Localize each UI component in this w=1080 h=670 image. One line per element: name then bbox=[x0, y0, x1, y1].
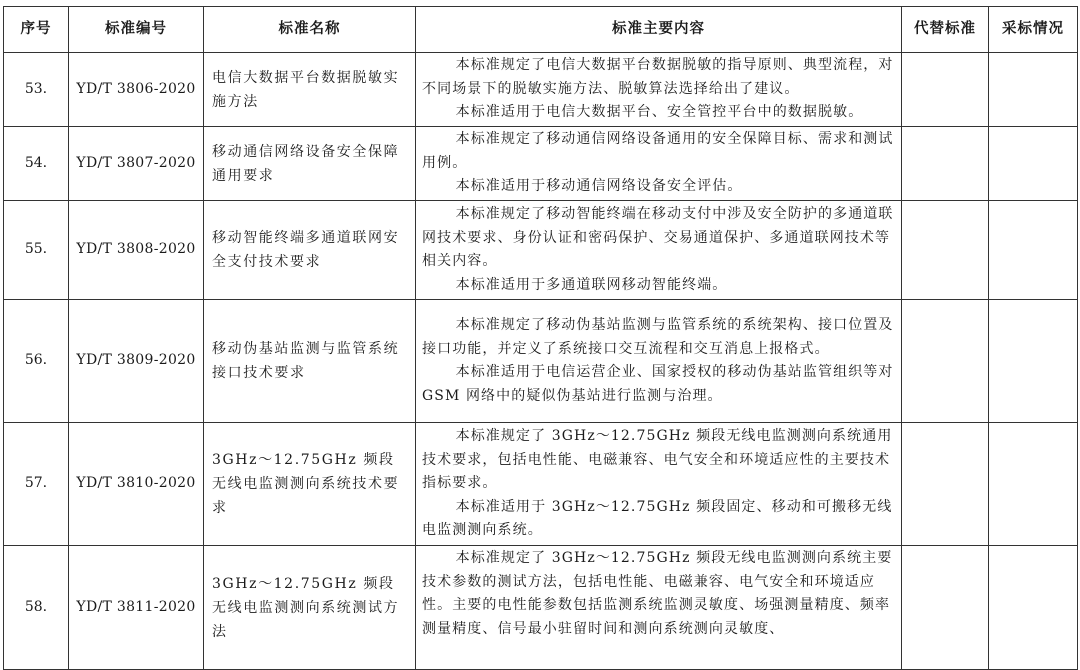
row-replaced-standard bbox=[902, 423, 989, 546]
row-adoption-status bbox=[989, 546, 1078, 670]
row-serial-number: 53. bbox=[4, 53, 69, 127]
row-standard-name: 移动伪基站监测与监管系统接口技术要求 bbox=[204, 300, 416, 423]
standards-table bbox=[3, 6, 1078, 670]
table-row bbox=[4, 300, 1078, 423]
row-standard-code: YD/T 3807-2020 bbox=[69, 127, 204, 201]
row-serial-number: 58. bbox=[4, 546, 69, 670]
row-serial-number: 55. bbox=[4, 201, 69, 300]
row-replaced-standard bbox=[902, 53, 989, 127]
row-replaced-standard bbox=[902, 300, 989, 423]
content-paragraph: 本标准规定了 3GHz～12.75GHz 频段无线电监测测向系统主要技术参数的测试方法，包括电性能、电磁兼容、电气安全和环境适应性。主要的电性能参数包括监测系统监测灵敏度、场强测量精度、频率测量精度、信号最小驻留时间和测向系统测向灵敏度、 bbox=[422, 550, 893, 637]
row-standard-name: 3GHz～12.75GHz 频段无线电监测测向系统技术要求 bbox=[204, 423, 416, 546]
content-paragraph: 本标准适用于电信大数据平台、安全管控平台中的数据脱敏。 bbox=[455, 104, 864, 121]
row-replaced-standard bbox=[902, 127, 989, 201]
table-row bbox=[4, 423, 1078, 546]
content-paragraph: 本标准规定了 3GHz～12.75GHz 频段无线电监测测向系统通用技术要求，包括电性能、电磁兼容、电气安全和环境适应性的主要技术指标要求。 bbox=[422, 428, 893, 492]
row-replaced-standard bbox=[902, 201, 989, 300]
header-serial-number: 序号 bbox=[4, 7, 69, 53]
row-adoption-status bbox=[989, 53, 1078, 127]
row-standard-code: YD/T 3811-2020 bbox=[69, 546, 204, 670]
row-adoption-status bbox=[989, 300, 1078, 423]
row-adoption-status bbox=[989, 201, 1078, 300]
row-serial-number: 56. bbox=[4, 300, 69, 423]
content-paragraph: 本标准规定了移动智能终端在移动支付中涉及安全防护的多通道联网技术要求、身份认证和密码保护、交易通道保护、多通道联网技术等相关内容。 bbox=[422, 206, 894, 269]
header-replaced-standard: 代替标准 bbox=[902, 7, 989, 53]
row-standard-name: 3GHz～12.75GHz 频段无线电监测测向系统测试方法 bbox=[204, 546, 416, 670]
content-paragraph: 本标准规定了电信大数据平台数据脱敏的指导原则、典型流程，对不同场景下的脱敏实施方法、脱敏算法选择给出了建议。 bbox=[422, 57, 894, 97]
row-main-content bbox=[416, 300, 902, 423]
table-row bbox=[4, 53, 1078, 127]
row-adoption-status bbox=[989, 127, 1078, 201]
row-serial-number: 57. bbox=[4, 423, 69, 546]
content-paragraph: 本标准适用于 3GHz～12.75GHz 频段固定、移动和可搬移无线电监测测向系统。 bbox=[422, 498, 893, 539]
row-adoption-status bbox=[989, 423, 1078, 546]
row-standard-code: YD/T 3806-2020 bbox=[69, 53, 204, 127]
row-standard-name: 移动智能终端多通道联网安全支付技术要求 bbox=[204, 201, 416, 300]
row-main-content bbox=[416, 201, 902, 300]
row-main-content bbox=[416, 127, 902, 201]
row-main-content bbox=[416, 423, 902, 546]
content-paragraph: 本标准适用于多通道联网移动智能终端。 bbox=[455, 276, 728, 293]
table-row bbox=[4, 201, 1078, 300]
table-row bbox=[4, 127, 1078, 201]
row-standard-code: YD/T 3810-2020 bbox=[69, 423, 204, 546]
row-standard-name: 移动通信网络设备安全保障通用要求 bbox=[204, 127, 416, 201]
row-standard-code: YD/T 3808-2020 bbox=[69, 201, 204, 300]
header-standard-code: 标准编号 bbox=[69, 7, 204, 53]
row-replaced-standard bbox=[902, 546, 989, 670]
row-serial-number: 54. bbox=[4, 127, 69, 201]
content-paragraph: 本标准规定了移动伪基站监测与监管系统的系统架构、接口位置及接口功能，并定义了系统接口交互流程和交互消息上报格式。 bbox=[422, 317, 894, 357]
table-header-row bbox=[4, 7, 1078, 53]
header-standard-name: 标准名称 bbox=[204, 7, 416, 53]
row-standard-code: YD/T 3809-2020 bbox=[69, 300, 204, 423]
row-standard-name: 电信大数据平台数据脱敏实施方法 bbox=[204, 53, 416, 127]
row-main-content bbox=[416, 53, 902, 127]
table-row bbox=[4, 546, 1078, 670]
content-paragraph: 本标准适用于电信运营企业、国家授权的移动伪基站监管组织等对 GSM 网络中的疑似伪基站进行监测与治理。 bbox=[422, 364, 894, 404]
row-main-content bbox=[416, 546, 902, 670]
header-main-content: 标准主要内容 bbox=[416, 7, 902, 53]
content-paragraph: 本标准规定了移动通信网络设备通用的安全保障目标、需求和测试用例。 bbox=[422, 131, 894, 171]
content-paragraph: 本标准适用于移动通信网络设备安全评估。 bbox=[455, 178, 743, 195]
header-adoption-status: 采标情况 bbox=[989, 7, 1078, 53]
